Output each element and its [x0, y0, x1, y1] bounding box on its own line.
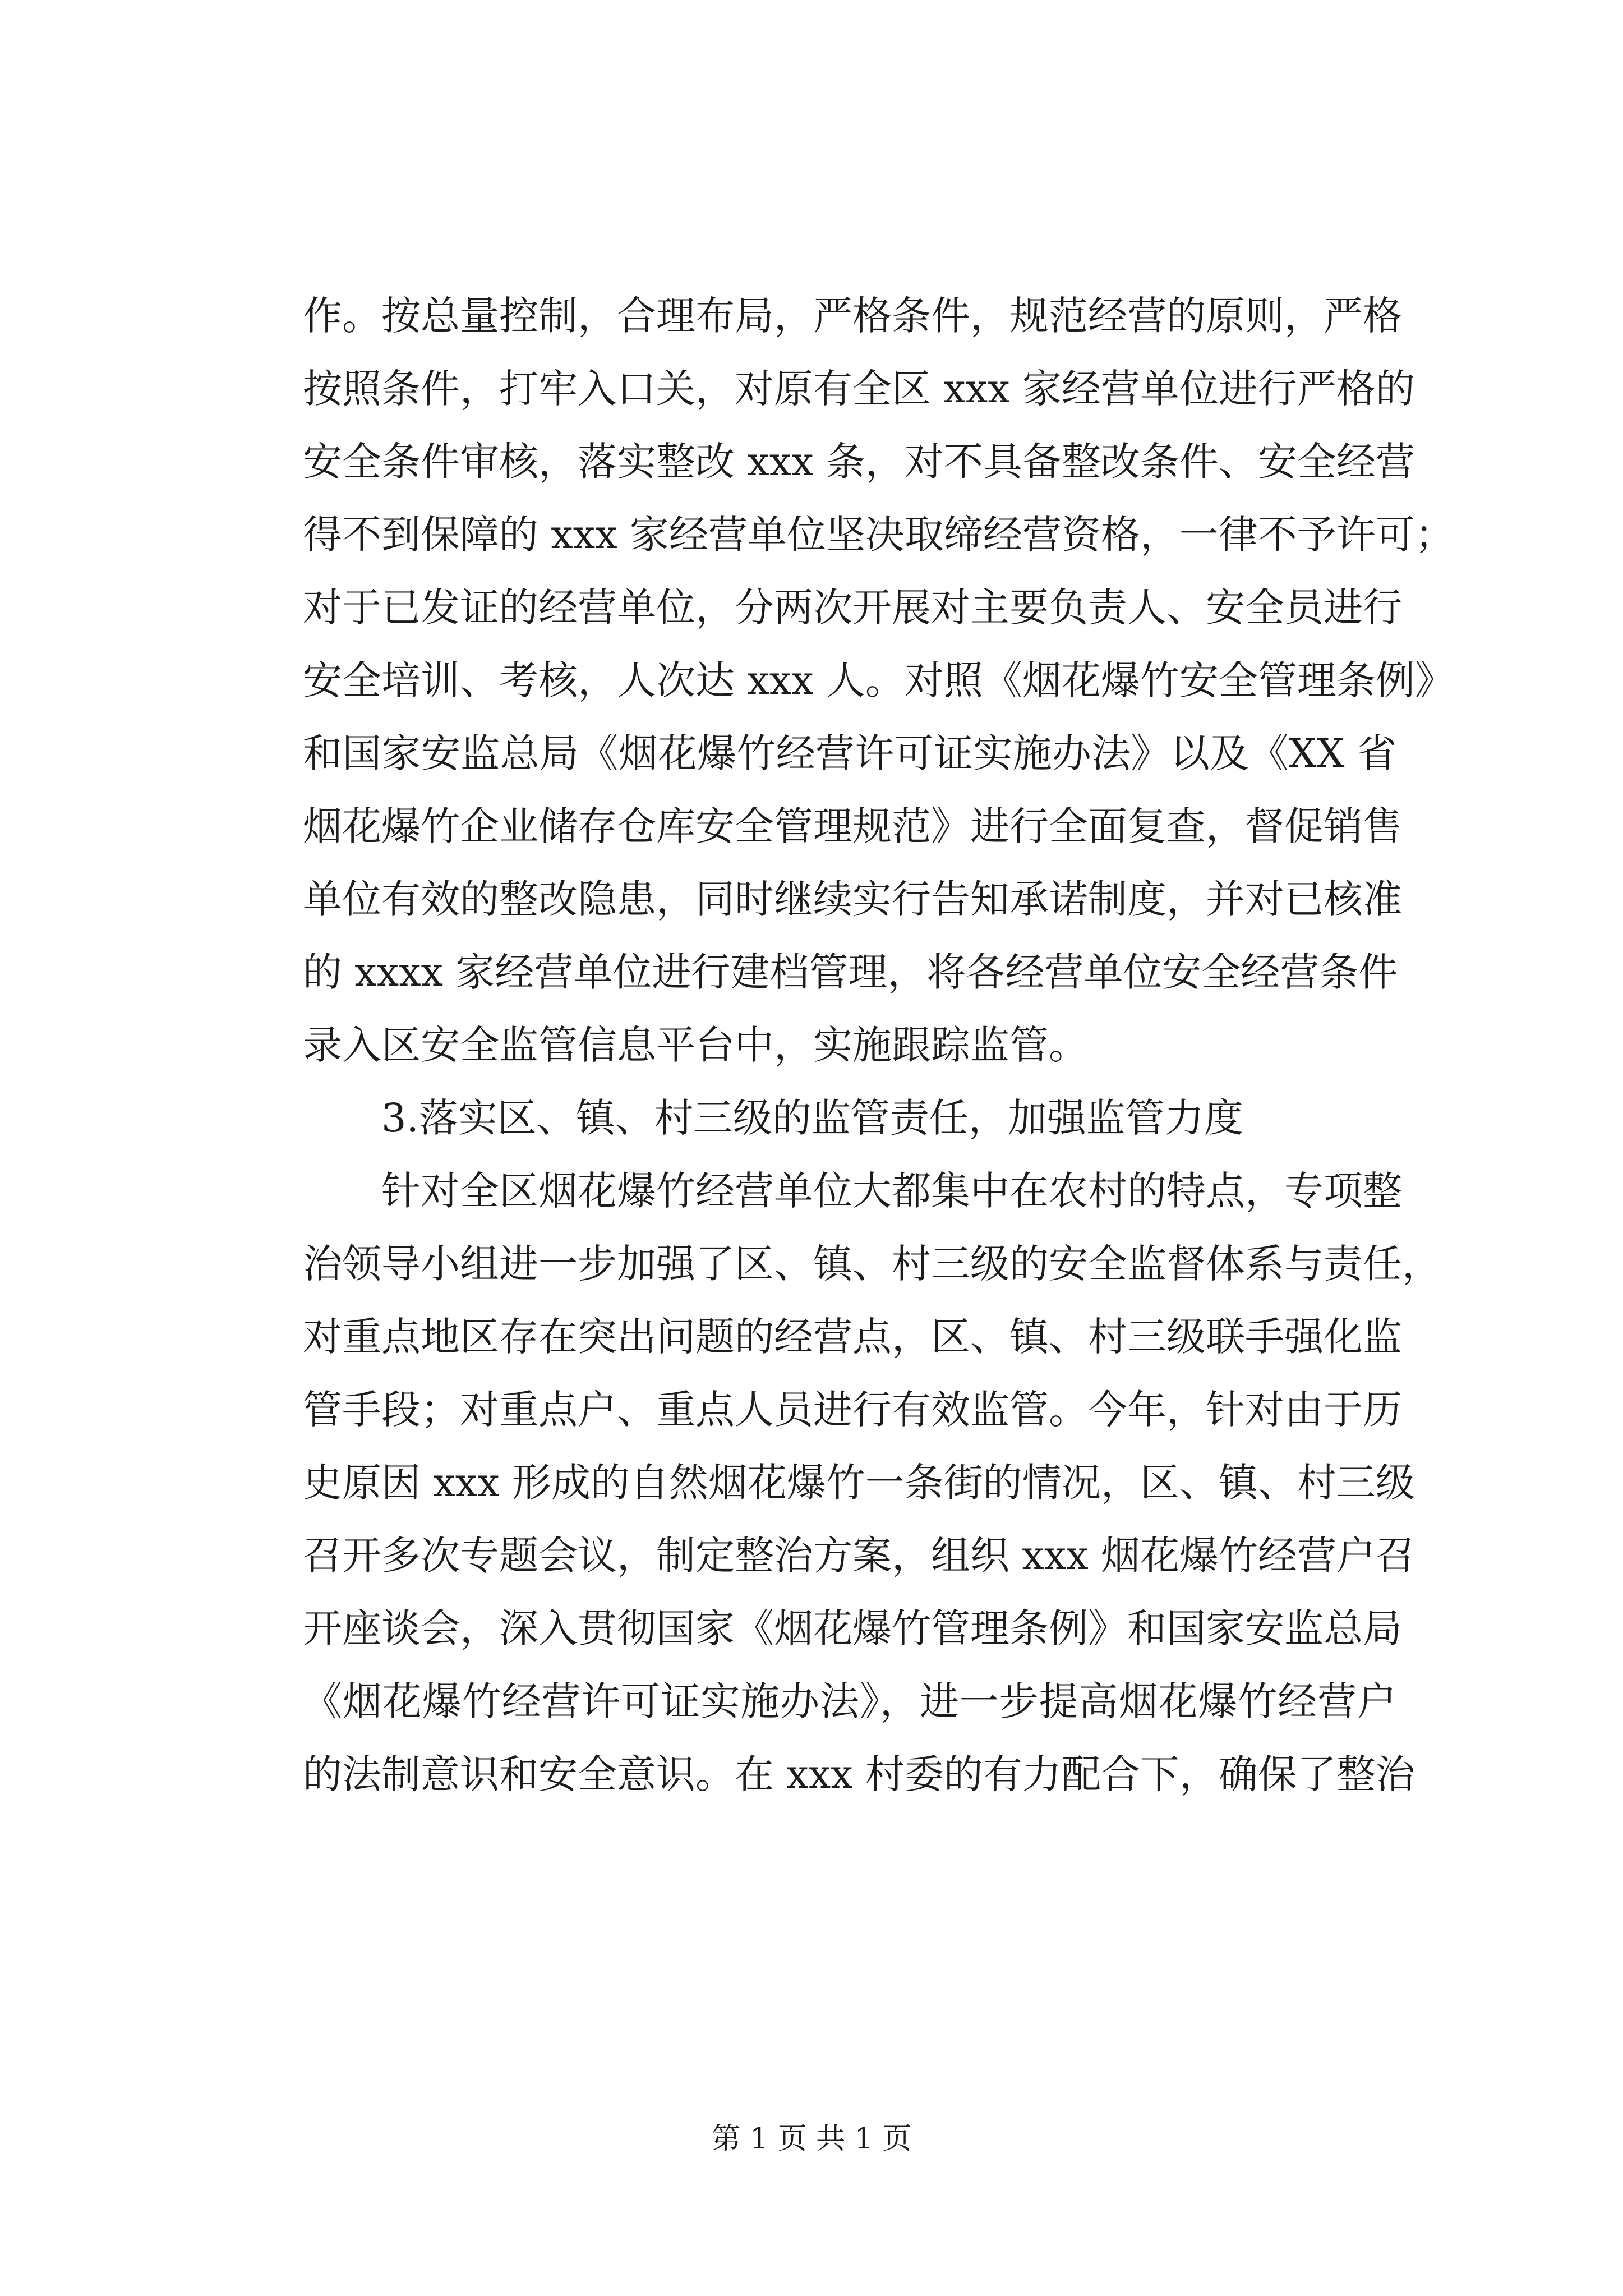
text-line: 安全培训、考核，人次达 xxx 人。对照《烟花爆竹安全管理条例》	[303, 657, 1454, 703]
text-line: 安全条件审核，落实整改 xxx 条，对不具备整改条件、安全经营	[303, 439, 1415, 485]
text-line: 和国家安监总局《烟花爆竹经营许可证实施办法》以及《XX 省	[303, 730, 1396, 776]
text-line: 对重点地区存在突出问题的经营点，区、镇、村三级联手强化监	[303, 1314, 1402, 1360]
text-line: 烟花爆竹企业储存仓库安全管理规范》进行全面复查，督促销售	[303, 803, 1402, 849]
section-heading: 3.落实区、镇、村三级的监管责任，加强监管力度	[381, 1095, 1243, 1141]
text-line: 的 xxxx 家经营单位进行建档管理，将各经营单位安全经营条件	[303, 949, 1398, 995]
text-line: 得不到保障的 xxx 家经营单位坚决取缔经营资格，一律不予许可；	[303, 512, 1454, 558]
text-line: 单位有效的整改隐患，同时继续实行告知承诺制度，并对已核准	[303, 876, 1402, 922]
text-line: 管手段；对重点户、重点人员进行有效监管。今年，针对由于历	[303, 1387, 1402, 1433]
text-line: 作。按总量控制，合理布局，严格条件，规范经营的原则，严格	[303, 293, 1402, 339]
text-line: 召开多次专题会议，制定整治方案，组织 xxx 烟花爆竹经营户召	[303, 1533, 1415, 1579]
text-line: 治领导小组进一步加强了区、镇、村三级的安全监督体系与责任，	[303, 1241, 1441, 1287]
text-line: 的法制意识和安全意识。在 xxx 村委的有力配合下，确保了整治	[303, 1751, 1415, 1797]
text-line: 按照条件，打牢入口关，对原有全区 xxx 家经营单位进行严格的	[303, 366, 1415, 412]
page-number-footer: 第 1 页 共 1 页	[711, 2122, 912, 2156]
text-line: 《烟花爆竹经营许可证实施办法》，进一步提高烟花爆竹经营户	[303, 1678, 1396, 1724]
text-line: 史原因 xxx 形成的自然烟花爆竹一条街的情况，区、镇、村三级	[303, 1460, 1415, 1506]
text-line: 录入区安全监管信息平台中，实施跟踪监管。	[303, 1022, 1088, 1068]
text-line: 针对全区烟花爆竹经营单位大都集中在农村的特点，专项整	[381, 1168, 1402, 1214]
text-line: 对于已发证的经营单位，分两次开展对主要负责人、安全员进行	[303, 585, 1402, 631]
text-line: 开座谈会，深入贯彻国家《烟花爆竹管理条例》和国家安监总局	[303, 1605, 1402, 1651]
body-text	[303, 279, 1454, 1811]
